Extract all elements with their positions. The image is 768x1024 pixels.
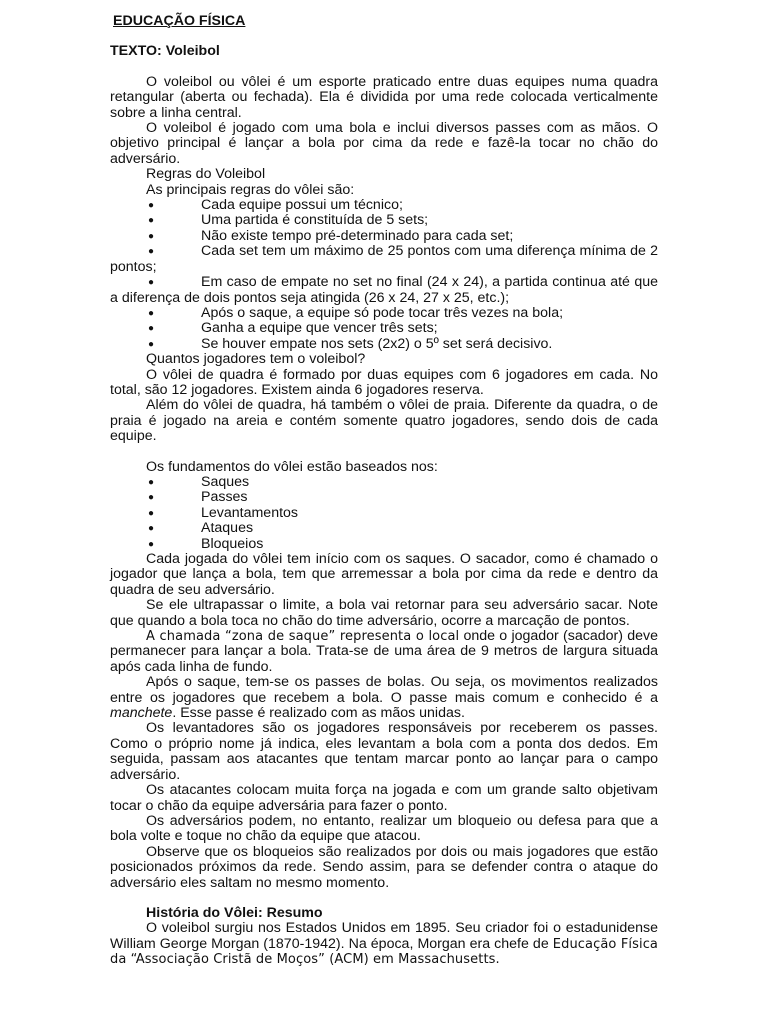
list-item: ● Ganha a equipe que vencer três sets; [148,320,438,337]
rules-lead: As principais regras do vôlei são: [146,181,355,198]
list-item: ● Ataques [148,520,254,537]
players-heading: Quantos jogadores tem o voleibol? [146,351,366,368]
players-paragraph: O vôlei de quadra é formado por duas equipes com 6 jogadores em cada. No total, são 12 jogadores. Existem ainda 6 jogadores reserva. [110,366,658,398]
document-body [110,14,658,968]
list-item: ● Em caso de empate no set no final (24 x 24), a partida continua até que a diferença de dois pontos seja atingida (26 x 24, 27 x 25, etc.); [110,274,658,306]
rules-heading: Regras do Voleibol [146,166,266,183]
bullet-icon: ● [148,476,155,488]
list-item: ● Bloqueios [148,535,264,552]
text-title: TEXTO: Voleibol [110,43,220,60]
bullet-icon: ● [148,307,155,319]
history-heading: História do Vôlei: Resumo [146,904,323,921]
list-item: ● Após o saque, a equipe só pode tocar três vezes na bola; [148,304,564,321]
bullet-icon: ● [148,246,155,258]
body-paragraph: Os adversários podem, no entanto, realizar um bloqueio ou defesa para que a bola volte e toque no chão da equipe que atacou. [110,812,658,845]
bullet-icon: ● [148,538,155,550]
body-paragraph: A chamada “zona de saque” representa o local onde o jogador (sacador) deve permanecer para lançar a bola. Trata-se de uma área de 9 metros de largura situada após cada linha de fundo. [110,628,658,675]
intro-paragraph: O voleibol é jogado com uma bola e inclui diversos passes com as mãos. O objetivo principal é lançar a bola por cima da rede e fazê-la tocar no chão do adversário. [110,120,658,167]
list-item: ● Saques [148,473,250,490]
body-paragraph: Os atacantes colocam muita força na jogada e com um grande salto objetivam tocar o chão da equipe adversária para fazer o ponto. [110,782,658,814]
bullet-icon: ● [148,338,155,350]
fundamentals-lead: Os fundamentos do vôlei estão baseados nos: [146,458,438,475]
fundamentals-list [110,475,658,552]
bullet-icon: ● [148,323,155,335]
history-paragraph: O voleibol surgiu nos Estados Unidos em 1895. Seu criador foi o estadunidense William George Morgan (1870-1942). Na época, Morgan era chefe de Educação Física da “Associação Cristã de Moços” (ACM) em Massachusetts. [110,920,659,968]
list-item: ● Cada equipe possui um técnico; [148,197,403,214]
bullet-icon: ● [148,200,155,212]
body-paragraph: Cada jogada do vôlei tem início com os saques. O sacador, como é chamado o jogador que lança a bola, tem que arremessar a bola por cima da rede e dentro da quadra de seu adversário. [110,551,658,598]
subject-heading: EDUCAÇÃO FÍSICA [113,13,246,29]
bullet-icon: ● [148,277,155,289]
body-paragraph: Observe que os bloqueios são realizados por dois ou mais jogadores que estão posicionados próximos da rede. Sendo assim, para se defender contra o ataque do adversário eles saltam no mesmo momento. [110,843,658,891]
body-paragraph: Se ele ultrapassar o limite, a bola vai retornar para seu adversário sacar. Note que quando a bola toca no chão do time adversário, ocorre a marcação de pontos. [110,597,658,629]
spacer [110,891,658,906]
body-paragraph: Os levantadores são os jogadores responsáveis por receberem os passes. Como o próprio nome já indica, eles levantam a bola com a ponta dos dedos. Em seguida, passam aos atacantes que tentam marcar ponto ao lançar para o campo adversário. [110,720,658,783]
bullet-icon: ● [148,492,155,504]
list-item: ● Se houver empate nos sets (2x2) o 5º set será decisivo. [148,335,553,352]
list-item: ● Cada set tem um máximo de 25 pontos com uma diferença mínima de 2 pontos; [110,243,658,275]
spacer [110,445,658,460]
list-item: ● Levantamentos [148,504,299,521]
bullet-icon: ● [148,215,155,227]
bullet-icon: ● [148,230,155,242]
list-item: ● Uma partida é constituída de 5 sets; [148,212,429,229]
intro-paragraph: O voleibol ou vôlei é um esporte praticado entre duas equipes numa quadra retangular (aberta ou fechada). Ela é dividida por uma rede colocada verticalmente sobre a linha central. [110,73,658,121]
body-paragraph: Após o saque, tem-se os passes de bolas. Ou seja, os movimentos realizados entre os jogadores que recebem a bola. O passe mais comum e conhecido é a manchete. Esse passe é realizado com as mãos unidas. [110,674,658,722]
players-paragraph: Além do vôlei de quadra, há também o vôlei de praia. Diferente da quadra, o de praia é jogado na areia e contém somente quatro jogadores, sendo dois de cada equipe. [110,397,658,445]
bullet-icon: ● [148,523,155,535]
rules-list [110,198,658,352]
list-item: ● Não existe tempo pré-determinado para cada set; [148,227,514,244]
list-item: ● Passes [148,489,248,506]
bullet-icon: ● [148,507,155,519]
